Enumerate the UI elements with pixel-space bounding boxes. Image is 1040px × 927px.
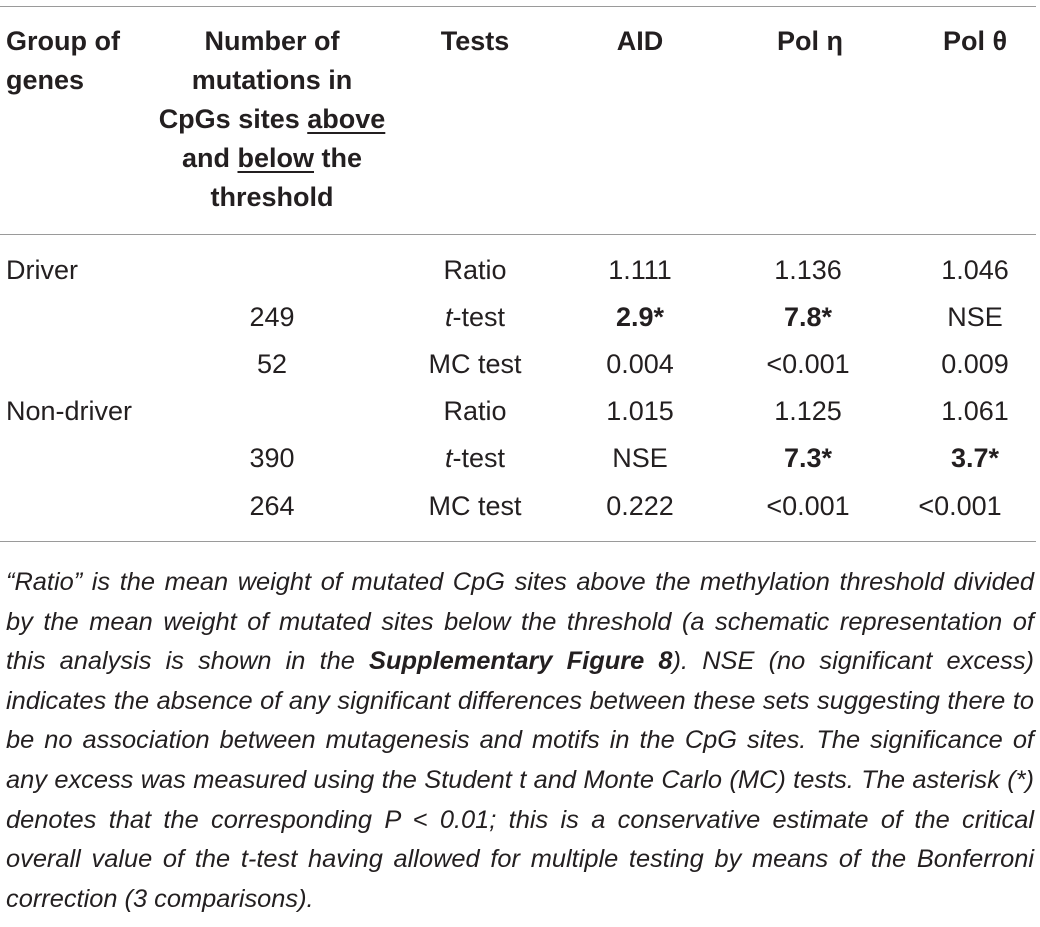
cell-pol-theta: 3.7* bbox=[950, 443, 1000, 473]
header-number-line3-text: CpGs sites bbox=[158, 104, 308, 134]
cell-number: 264 bbox=[249, 491, 295, 521]
cell-test-italic-t: t bbox=[444, 443, 453, 473]
header-number-line3 bbox=[140, 100, 404, 139]
cell-pol-theta: <0.001 bbox=[918, 491, 1002, 521]
cell-number bbox=[192, 252, 352, 288]
table-bottom-rule bbox=[0, 541, 1036, 542]
table-footnote bbox=[6, 563, 1034, 919]
cell-test-italic-t: t bbox=[444, 302, 453, 332]
header-number-of-mutations bbox=[140, 22, 404, 217]
cell-number: 249 bbox=[249, 302, 295, 332]
footnote-part2: ). NSE (no significant excess) indicates the absence of any significant differences between these sets suggesting there to be no association between mutagenesis and motifs in the CpG sites. The significance of any excess was measured using the Student t and Monte Carlo (MC) tests. The asterisk (*) denotes that the corresponding P < 0.01; this is a conservative estimate of the critical overall value of the t-test having allowed for multiple testing by means of the Bonferroni correction (3 comparisons). bbox=[6, 647, 1034, 913]
header-number-line4-the: the bbox=[314, 143, 363, 173]
cell-test bbox=[390, 440, 560, 476]
header-number-below: below bbox=[237, 143, 314, 173]
cell-aid: 1.015 bbox=[606, 396, 674, 426]
cell-test: MC test bbox=[428, 491, 522, 521]
cell-aid: 0.004 bbox=[606, 349, 674, 379]
cell-test bbox=[390, 299, 560, 335]
cell-pol-eta: 1.125 bbox=[774, 396, 842, 426]
cell-pol-theta: 0.009 bbox=[941, 349, 1009, 379]
header-pol-eta: Pol η bbox=[777, 26, 843, 56]
footnote-part1: “Ratio” is the mean weight of mutated CpG sites above the methylation threshold divided by the mean weight of mutated sites below the threshold (a schematic representation of this analysis is shown in the bbox=[6, 568, 1034, 676]
cell-aid: 2.9* bbox=[615, 302, 665, 332]
cell-number: 390 bbox=[249, 443, 295, 473]
cell-pol-theta: 1.061 bbox=[941, 396, 1009, 426]
header-number-line4-and: and bbox=[181, 143, 238, 173]
header-aid: AID bbox=[616, 26, 664, 56]
header-group-line2: genes bbox=[6, 65, 85, 95]
cell-group: Driver bbox=[6, 255, 78, 285]
cell-test: MC test bbox=[428, 349, 522, 379]
cell-test: Ratio bbox=[443, 396, 507, 426]
cell-aid: 0.222 bbox=[606, 491, 674, 521]
cell-aid: NSE bbox=[612, 443, 668, 473]
cell-pol-theta: 1.046 bbox=[941, 255, 1009, 285]
header-number-above: above bbox=[307, 104, 386, 134]
header-tests: Tests bbox=[440, 26, 510, 56]
header-number-line1: Number of bbox=[204, 26, 340, 56]
cell-test-rest: -test bbox=[452, 443, 506, 473]
cell-pol-theta: NSE bbox=[947, 302, 1003, 332]
cell-group: Non-driver bbox=[6, 396, 133, 426]
header-group-line1: Group of bbox=[6, 26, 120, 56]
header-number-line5: threshold bbox=[210, 182, 334, 212]
cell-aid: 1.111 bbox=[608, 255, 672, 285]
cell-test-rest: -test bbox=[452, 302, 506, 332]
header-pol-theta: Pol θ bbox=[942, 26, 1008, 56]
cell-pol-eta: <0.001 bbox=[766, 349, 850, 379]
cell-pol-eta: 7.3* bbox=[783, 443, 833, 473]
cell-pol-eta: 7.8* bbox=[783, 302, 833, 332]
cell-test: Ratio bbox=[443, 255, 507, 285]
table-top-rule bbox=[0, 6, 1036, 7]
header-number-line2: mutations in bbox=[191, 65, 353, 95]
supplementary-figure-link[interactable]: Supplementary Figure 8 bbox=[369, 647, 673, 676]
cell-pol-eta: <0.001 bbox=[766, 491, 850, 521]
header-bottom-rule bbox=[0, 234, 1036, 235]
header-number-line4 bbox=[140, 139, 404, 178]
cell-pol-eta: 1.136 bbox=[774, 255, 842, 285]
cell-number: 52 bbox=[256, 349, 288, 379]
